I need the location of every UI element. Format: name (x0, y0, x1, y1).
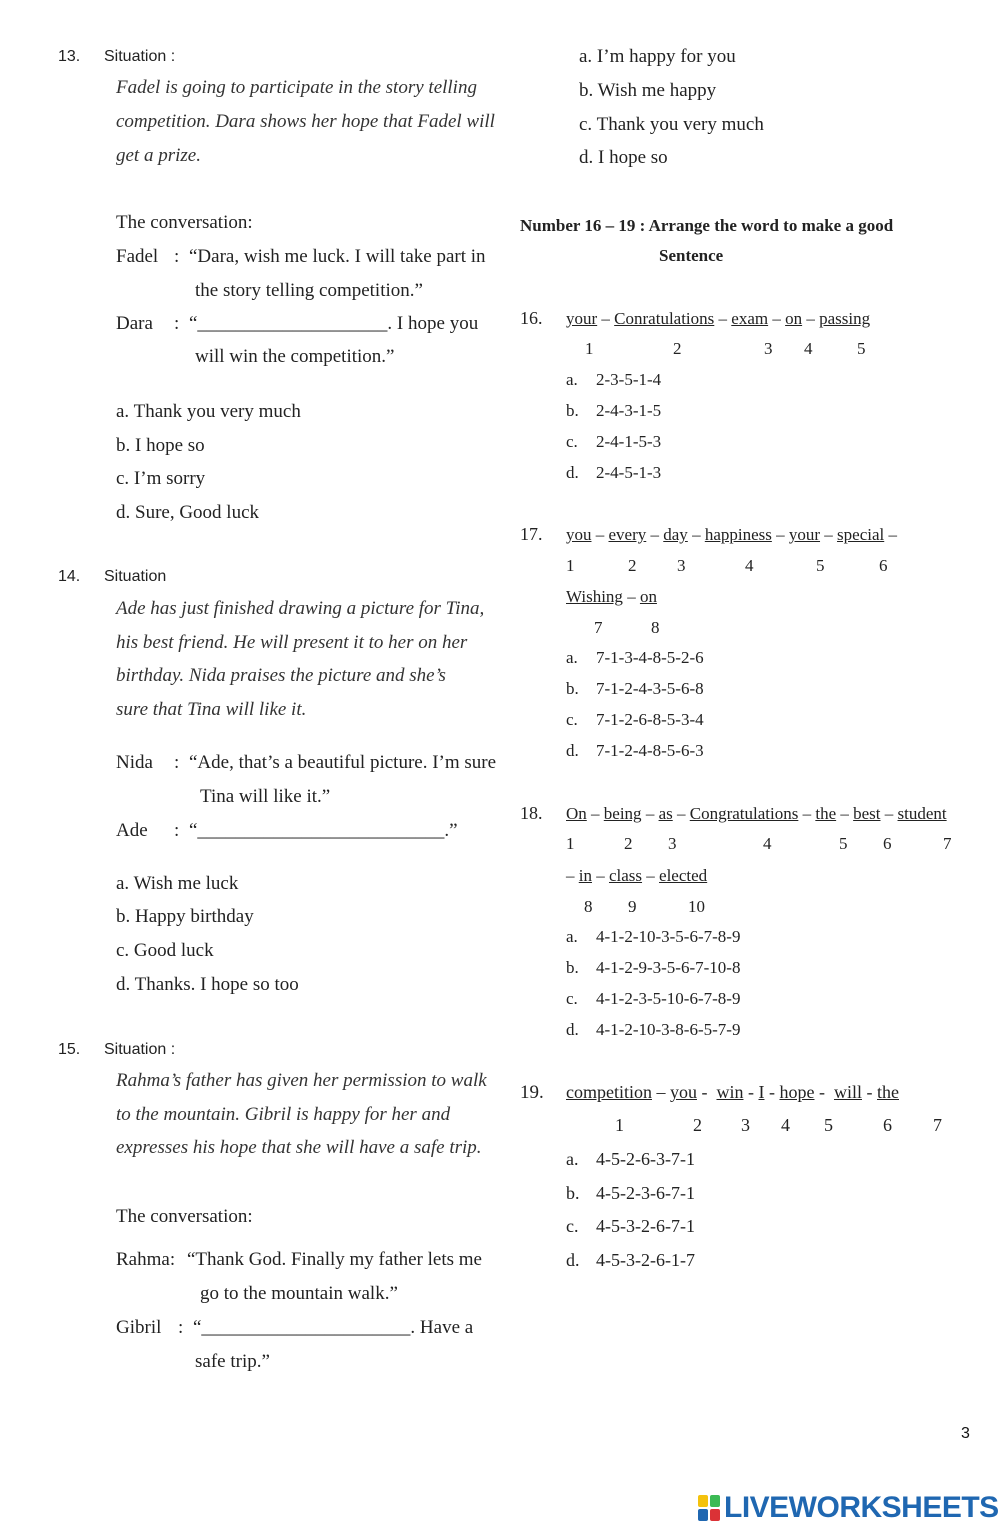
question-number: 18. (520, 803, 543, 823)
word: your (566, 309, 598, 328)
question-number: 16. (520, 308, 543, 328)
word: passing (819, 309, 871, 328)
word-number: 8 (584, 897, 593, 916)
speaker-name: Dara (116, 313, 153, 334)
word: competition (566, 1082, 652, 1102)
dialogue-line: the story telling competition.” (195, 280, 423, 301)
dialogue-line: safe trip.” (195, 1351, 270, 1372)
word-sequence: – in – class – elected (566, 866, 708, 885)
word: the (877, 1082, 899, 1102)
word: special (837, 525, 885, 544)
word: as (658, 804, 673, 823)
word: happiness (704, 525, 772, 544)
situation-text: birthday. Nida praises the picture and she’s (116, 665, 446, 686)
option-answer[interactable]: 2-4-1-5-3 (596, 432, 662, 451)
situation-text: Rahma’s father has given her permission to walk (116, 1070, 487, 1091)
situation-heading: Situation : (104, 48, 176, 65)
word: you (669, 1082, 697, 1102)
word: On (566, 804, 587, 823)
word-number: 8 (651, 618, 660, 637)
word-number: 6 (883, 1115, 892, 1135)
word: every (608, 525, 647, 544)
word: I (758, 1082, 765, 1102)
word: you (566, 525, 592, 544)
answer-option[interactable]: d. Sure, Good luck (116, 502, 260, 523)
speaker-colon: : (174, 752, 180, 773)
option-letter: b. (566, 401, 579, 420)
question-number: 15. (58, 1041, 81, 1058)
dialogue-line: go to the mountain walk.” (200, 1283, 398, 1304)
word-number: 6 (883, 834, 892, 853)
option-answer[interactable]: 7-1-2-6-8-5-3-4 (596, 710, 704, 729)
option-answer[interactable]: 4-1-2-9-3-5-6-7-10-8 (596, 958, 741, 977)
word-sequence: On – being – as – Congratulations – the – best – student (566, 804, 947, 823)
situation-text: Fadel is going to participate in the story telling (116, 77, 477, 98)
dialogue-line: “Dara, wish me luck. I will take part in (189, 246, 486, 267)
dialogue-line: “______________________. Have a (193, 1317, 474, 1338)
option-letter: b. (566, 958, 579, 977)
speaker-colon: : (178, 1317, 184, 1338)
word-number: 2 (624, 834, 633, 853)
situation-heading: Situation : (104, 1041, 176, 1058)
option-answer[interactable]: 4-1-2-10-3-8-6-5-7-9 (596, 1020, 741, 1039)
word-number: 5 (857, 339, 866, 358)
situation-text: his best friend. He will present it to her on her (116, 632, 468, 653)
word: student (897, 804, 947, 823)
word-number: 7 (594, 618, 603, 637)
word: day (663, 525, 688, 544)
liveworksheets-logo[interactable] (698, 1490, 999, 1526)
word-sequence: your – Conratulations – exam – on – passing (566, 309, 871, 328)
word: your (788, 525, 821, 544)
answer-option[interactable]: d. Thanks. I hope so too (116, 974, 299, 995)
word-sequence: competition – you - win - I - hope - will - the (566, 1082, 899, 1102)
answer-option[interactable]: a. Wish me luck (116, 873, 239, 894)
speaker-name: Nida (116, 752, 153, 773)
word-number: 1 (615, 1115, 624, 1135)
answer-option[interactable]: c. Thank you very much (579, 114, 764, 135)
question-number: 17. (520, 524, 543, 544)
word-number: 10 (688, 897, 705, 916)
word-number: 2 (673, 339, 682, 358)
option-answer[interactable]: 4-5-3-2-6-1-7 (596, 1250, 695, 1270)
answer-option[interactable]: c. I’m sorry (116, 468, 206, 489)
word: Wishing (566, 587, 623, 606)
option-answer[interactable]: 2-4-3-1-5 (596, 401, 662, 420)
option-letter: c. (566, 432, 578, 451)
option-letter: a. (566, 370, 578, 389)
answer-option[interactable]: a. I’m happy for you (579, 46, 736, 67)
word-number: 3 (668, 834, 677, 853)
question-number: 13. (58, 48, 81, 65)
option-letter: d. (566, 1020, 579, 1039)
answer-option[interactable]: c. Good luck (116, 940, 214, 961)
option-letter: b. (566, 679, 579, 698)
word: exam (731, 309, 769, 328)
word: elected (659, 866, 708, 885)
option-letter: d. (566, 741, 579, 760)
word: win (716, 1082, 744, 1102)
option-letter: b. (566, 1183, 580, 1203)
word: hope (779, 1082, 815, 1102)
word-number: 4 (804, 339, 813, 358)
word-sequence: Wishing – on (566, 587, 657, 606)
answer-option[interactable]: b. I hope so (116, 435, 205, 456)
word: best (853, 804, 881, 823)
word-number: 7 (933, 1115, 942, 1135)
option-answer[interactable]: 2-3-5-1-4 (596, 370, 662, 389)
word: in (578, 866, 592, 885)
speaker-name: Gibril (116, 1317, 162, 1338)
situation-heading: Situation (104, 568, 167, 585)
liveworksheets-logo-icon (698, 1495, 720, 1521)
speaker-name: Fadel (116, 246, 159, 267)
option-letter: c. (566, 989, 578, 1008)
option-answer[interactable]: 7-1-3-4-8-5-2-6 (596, 648, 704, 667)
option-letter: c. (566, 1216, 579, 1236)
situation-text: to the mountain. Gibril is happy for her and (116, 1104, 451, 1125)
word-number: 4 (763, 834, 772, 853)
option-letter: d. (566, 1250, 580, 1270)
answer-option[interactable]: b. Happy birthday (116, 906, 254, 927)
word-number: 5 (816, 556, 825, 575)
situation-text: competition. Dara shows her hope that Fadel will (116, 111, 495, 132)
option-answer[interactable]: 7-1-2-4-8-5-6-3 (596, 741, 704, 760)
question-number: 14. (58, 568, 81, 585)
speaker-name: Rahma: (116, 1249, 176, 1270)
word-number: 7 (943, 834, 952, 853)
word: on (785, 309, 803, 328)
option-letter: a. (566, 648, 578, 667)
answer-option[interactable]: a. Thank you very much (116, 401, 301, 422)
answer-option[interactable]: b. Wish me happy (579, 80, 717, 101)
option-answer[interactable]: 7-1-2-4-3-5-6-8 (596, 679, 704, 698)
word-number: 3 (677, 556, 686, 575)
option-answer[interactable]: 4-5-3-2-6-7-1 (596, 1216, 695, 1236)
page-number: 3 (961, 1425, 970, 1442)
dialogue-line: “____________________. I hope you (189, 313, 479, 334)
question-number: 19. (520, 1082, 544, 1103)
word-number: 4 (781, 1115, 790, 1135)
word: the (815, 804, 837, 823)
word-number: 2 (628, 556, 637, 575)
situation-text: Ade has just finished drawing a picture for Tina, (116, 598, 485, 619)
word: Conratulations (614, 309, 715, 328)
word: will (833, 1082, 862, 1102)
word-number: 4 (745, 556, 754, 575)
word-number: 1 (566, 834, 575, 853)
word: Congratulations (689, 804, 799, 823)
option-letter: a. (566, 1149, 579, 1169)
word-number: 9 (628, 897, 637, 916)
word-number: 3 (741, 1115, 750, 1135)
word-number: 3 (764, 339, 773, 358)
word-number: 5 (824, 1115, 833, 1135)
speaker-colon: : (174, 820, 180, 841)
dialogue-line: “__________________________.” (189, 820, 458, 841)
option-answer[interactable]: 4-5-2-3-6-7-1 (596, 1183, 695, 1203)
section-title: Number 16 – 19 : Arrange the word to make a good (520, 216, 894, 235)
option-answer[interactable]: 4-5-2-6-3-7-1 (596, 1149, 695, 1169)
word-number: 1 (585, 339, 594, 358)
dialogue-line: will win the competition.” (195, 346, 395, 367)
word-number: 5 (839, 834, 848, 853)
option-letter: c. (566, 710, 578, 729)
dialogue-line: Tina will like it.” (200, 786, 331, 807)
speaker-colon: : (174, 246, 180, 267)
word-sequence: you – every – day – happiness – your – special – (566, 525, 897, 544)
option-letter: a. (566, 927, 578, 946)
option-answer[interactable]: 4-1-2-3-5-10-6-7-8-9 (596, 989, 741, 1008)
logo-text: LIVEWORKSHEETS (724, 1491, 999, 1524)
answer-option[interactable]: d. I hope so (579, 147, 668, 168)
option-letter: d. (566, 463, 579, 482)
word-number: 1 (566, 556, 575, 575)
section-title: Sentence (659, 246, 724, 265)
dialogue-line: “Ade, that’s a beautiful picture. I’m sure (189, 752, 497, 773)
word: class (608, 866, 643, 885)
word: being (603, 804, 642, 823)
speaker-colon: : (174, 313, 180, 334)
conversation-title: The conversation: (116, 1206, 253, 1227)
option-answer[interactable]: 4-1-2-10-3-5-6-7-8-9 (596, 927, 741, 946)
option-answer[interactable]: 2-4-5-1-3 (596, 463, 662, 482)
situation-text: expresses his hope that she will have a safe trip. (116, 1137, 482, 1158)
speaker-name: Ade (116, 820, 148, 841)
word: on (639, 587, 657, 606)
word-number: 6 (879, 556, 888, 575)
word-number: 2 (693, 1115, 702, 1135)
dialogue-line: “Thank God. Finally my father lets me (187, 1249, 482, 1270)
conversation-title: The conversation: (116, 212, 253, 233)
situation-text: sure that Tina will like it. (116, 699, 307, 720)
situation-text: get a prize. (116, 145, 201, 166)
